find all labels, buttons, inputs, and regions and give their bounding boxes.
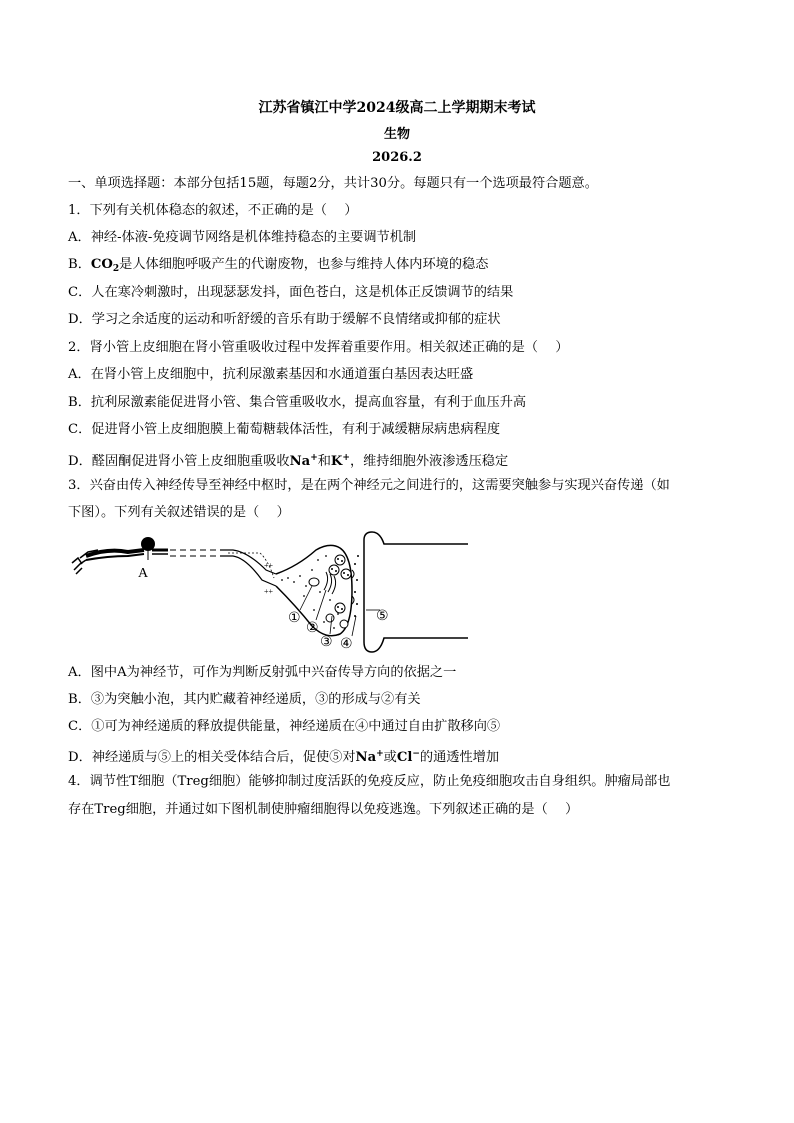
q2-option-b: B．抗利尿激素能促进肾小管、集合管重吸收水，提高血容量，有利于血压升高	[68, 395, 527, 410]
q2-option-d	[68, 449, 508, 471]
cl-charge: −	[412, 749, 420, 759]
q3-option-b: B．③为突触小泡，其内贮藏着神经递质，③的形成与②有关	[68, 692, 421, 707]
postsynaptic-membrane-top	[364, 532, 468, 544]
q1-option-c: C．人在寒冷刺激时，出现瑟瑟发抖，面色苍白，这是机体正反馈调节的结果	[68, 285, 514, 300]
marker-5: ⑤	[376, 608, 389, 624]
q1-stem: 1．下列有关机体稳态的叙述，不正确的是（ ）	[68, 203, 358, 218]
marker-4: ④	[340, 636, 353, 652]
na-charge-q3: +	[376, 749, 384, 759]
q3-option-d-text: 的通透性增加	[419, 750, 500, 765]
synapse-diagram	[68, 530, 478, 658]
q1-option-b-text: 是人体细胞呼吸产生的代谢废物，也参与维持人体内环境的稳态	[119, 257, 489, 272]
exam-date: 2026.2	[372, 150, 422, 165]
released-transmitter	[354, 555, 359, 617]
mitochondrion	[309, 578, 319, 586]
charge-top: ++	[264, 561, 274, 570]
q4-stem-line2: 存在Treg细胞，并通过如下图机制使肿瘤细胞得以免疫逃逸。下列叙述正确的是（ ）	[68, 802, 579, 817]
q3-option-c: C．①可为神经递质的释放提供能量，神经递质在④中通过自由扩散移向⑤	[68, 719, 501, 734]
q1-option-b	[68, 256, 488, 278]
marker-1: ①	[288, 610, 301, 626]
postsynaptic-membrane	[364, 540, 468, 652]
q3-stem-line2: 下图）。下列有关叙述错误的是（ ）	[68, 505, 290, 520]
co2-formula: CO	[90, 257, 113, 272]
q2-stem: 2．肾小管上皮细胞在肾小管重吸收过程中发挥着重要作用。相关叙述正确的是（ ）	[68, 340, 569, 355]
q2-option-a: A．在肾小管上皮细胞中，抗利尿激素基因和水通道蛋白基因表达旺盛	[68, 367, 474, 382]
q3-option-a: A．图中A为神经节，可作为判断反射弧中兴奋传导方向的依据之一	[68, 665, 457, 680]
cl-ion: Cl	[396, 750, 413, 765]
q2-and: 和	[317, 454, 331, 469]
q1-option-d: D．学习之余适度的运动和听舒缓的音乐有助于缓解不良情绪或抑郁的症状	[68, 312, 501, 327]
exam-title: 江苏省镇江中学2024级高二上学期期末考试	[258, 100, 536, 116]
q3-option-d-prefix: D．神经递质与⑤上的相关受体结合后，促使⑤对	[68, 750, 356, 765]
section-heading: 一、单项选择题：本部分包括15题，每题2分，共计30分。每题只有一个选项最符合题意。	[68, 176, 598, 191]
co2-subscript: 2	[112, 264, 120, 274]
q4-stem-line1: 4．调节性T细胞（Treg细胞）能够抑制过度活跃的免疫反应，防止免疫细胞攻击自身组织。肿瘤局部也	[68, 774, 671, 789]
k-charge: +	[342, 453, 350, 463]
q2-option-d-text: ，维持细胞外液渗透压稳定	[349, 454, 509, 469]
subject-title: 生物	[383, 127, 410, 142]
na-ion-q3: Na	[355, 750, 377, 765]
q1-option-a: A．神经-体液-免疫调节网络是机体维持稳态的主要调节机制	[68, 230, 417, 245]
na-charge: +	[310, 453, 318, 463]
marker-2: ②	[306, 620, 319, 636]
marker-3: ③	[320, 634, 333, 650]
k-ion: K	[330, 454, 343, 469]
label-a: A	[138, 566, 149, 581]
q3-stem-line1: 3．兴奋由传入神经传导至神经中枢时，是在两个神经元之间进行的，这需要突触参与实现兴奋传递（如	[68, 478, 670, 493]
q3-option-d	[68, 745, 499, 767]
q2-option-c: C．促进肾小管上皮细胞膜上葡萄糖载体活性，有利于减缓糖尿病患病程度	[68, 422, 501, 437]
q2-option-d-prefix: D．醛固酮促进肾小管上皮细胞重吸收	[68, 454, 290, 469]
na-ion: Na	[289, 454, 311, 469]
charge-bottom: ++	[264, 587, 274, 596]
q3-or: 或	[383, 750, 397, 765]
q1-option-b-prefix: B．	[68, 257, 91, 272]
